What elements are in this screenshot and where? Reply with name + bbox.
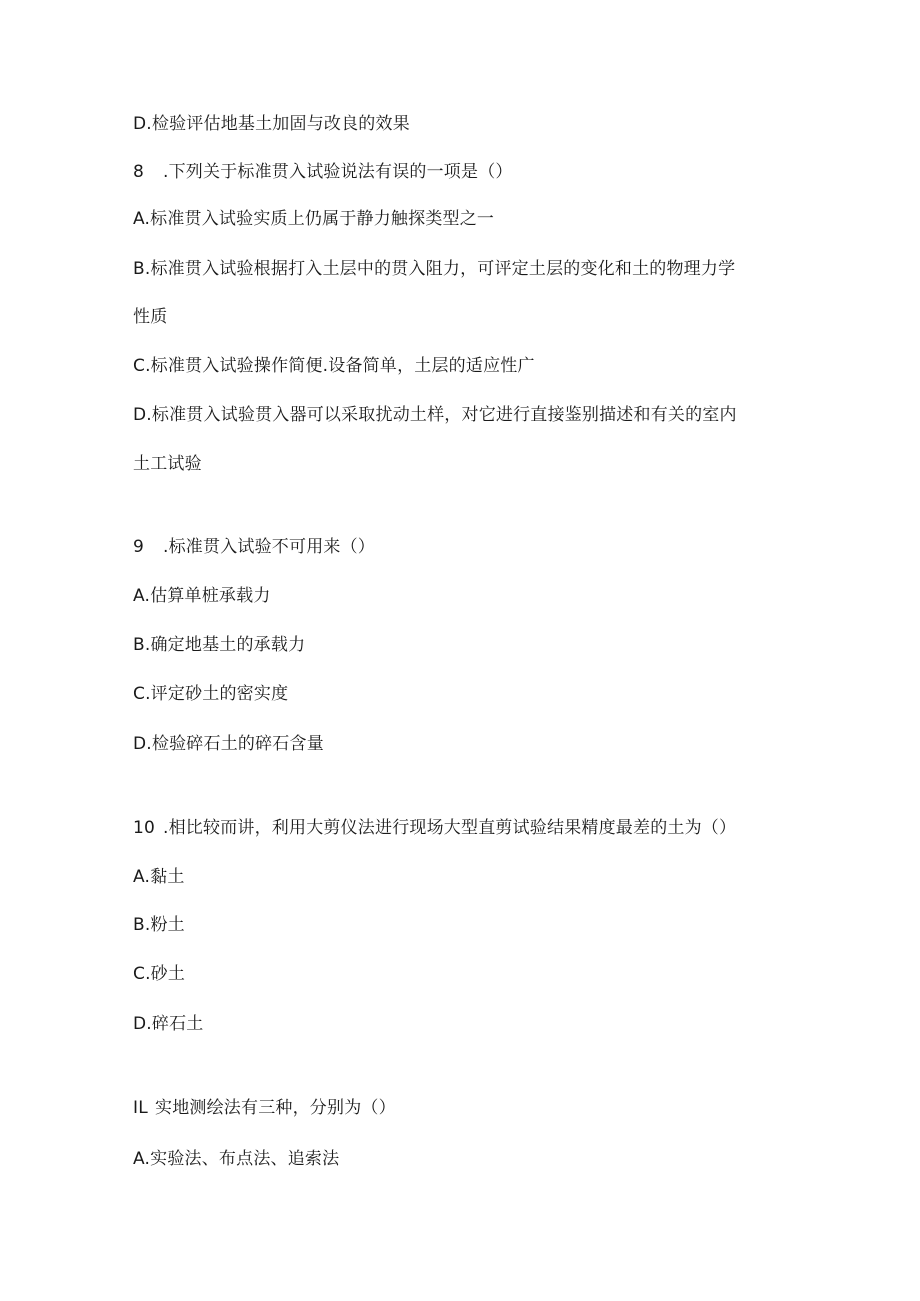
q11-option-a: A.实验法、布点法、追索法 (133, 1149, 340, 1169)
q9-number: 9 (133, 537, 145, 557)
q9-option-d: D.检验碎石土的碎石含量 (133, 734, 324, 754)
q9-stem-text: .标准贯入试验不可用来（） (163, 537, 376, 557)
q9-option-c: C.评定砂土的密实度 (133, 684, 289, 704)
q8-option-c: C.标准贯入试验操作简便.设备简单，土层的适应性广 (133, 356, 535, 376)
q9-option-b: B.确定地基土的承载力 (133, 635, 306, 655)
q10-option-b: B.粉土 (133, 915, 185, 935)
q8-number: 8 (133, 162, 145, 182)
q8-stem (133, 161, 513, 183)
q10-number: 10 (133, 818, 156, 838)
q8-option-a: A.标准贯入试验实质上仍属于静力触探类型之一 (133, 209, 495, 229)
q10-option-d: D.碎石土 (133, 1014, 204, 1034)
q11-stem (133, 1097, 396, 1119)
q7-option-d: D.检验评估地基土加固与改良的效果 (133, 114, 410, 134)
q10-option-a: A.黏土 (133, 867, 185, 887)
q11-stem-text: 实地测绘法有三种，分别为（） (155, 1098, 396, 1118)
q10-stem-text: .相比较而讲，利用大剪仪法进行现场大型直剪试验结果精度最差的土为（） (163, 818, 737, 838)
q10-option-c: C.砂土 (133, 964, 186, 984)
q8-option-d-line2: 土工试验 (133, 454, 202, 474)
q8-option-b-line1: B.标准贯入试验根据打入土层中的贯入阻力，可评定土层的变化和土的物理力学 (133, 259, 736, 279)
q8-stem-text: .下列关于标准贯入试验说法有误的一项是（） (163, 162, 513, 182)
q11-number: IL (133, 1098, 148, 1118)
q9-stem (133, 536, 375, 558)
q8-option-d-line1: D.标准贯入试验贯入器可以采取扰动土样，对它进行直接鉴别描述和有关的室内 (133, 405, 737, 425)
q8-option-b-line2: 性质 (133, 307, 168, 327)
q9-option-a: A.估算单桩承载力 (133, 586, 271, 606)
q10-stem (133, 817, 736, 839)
